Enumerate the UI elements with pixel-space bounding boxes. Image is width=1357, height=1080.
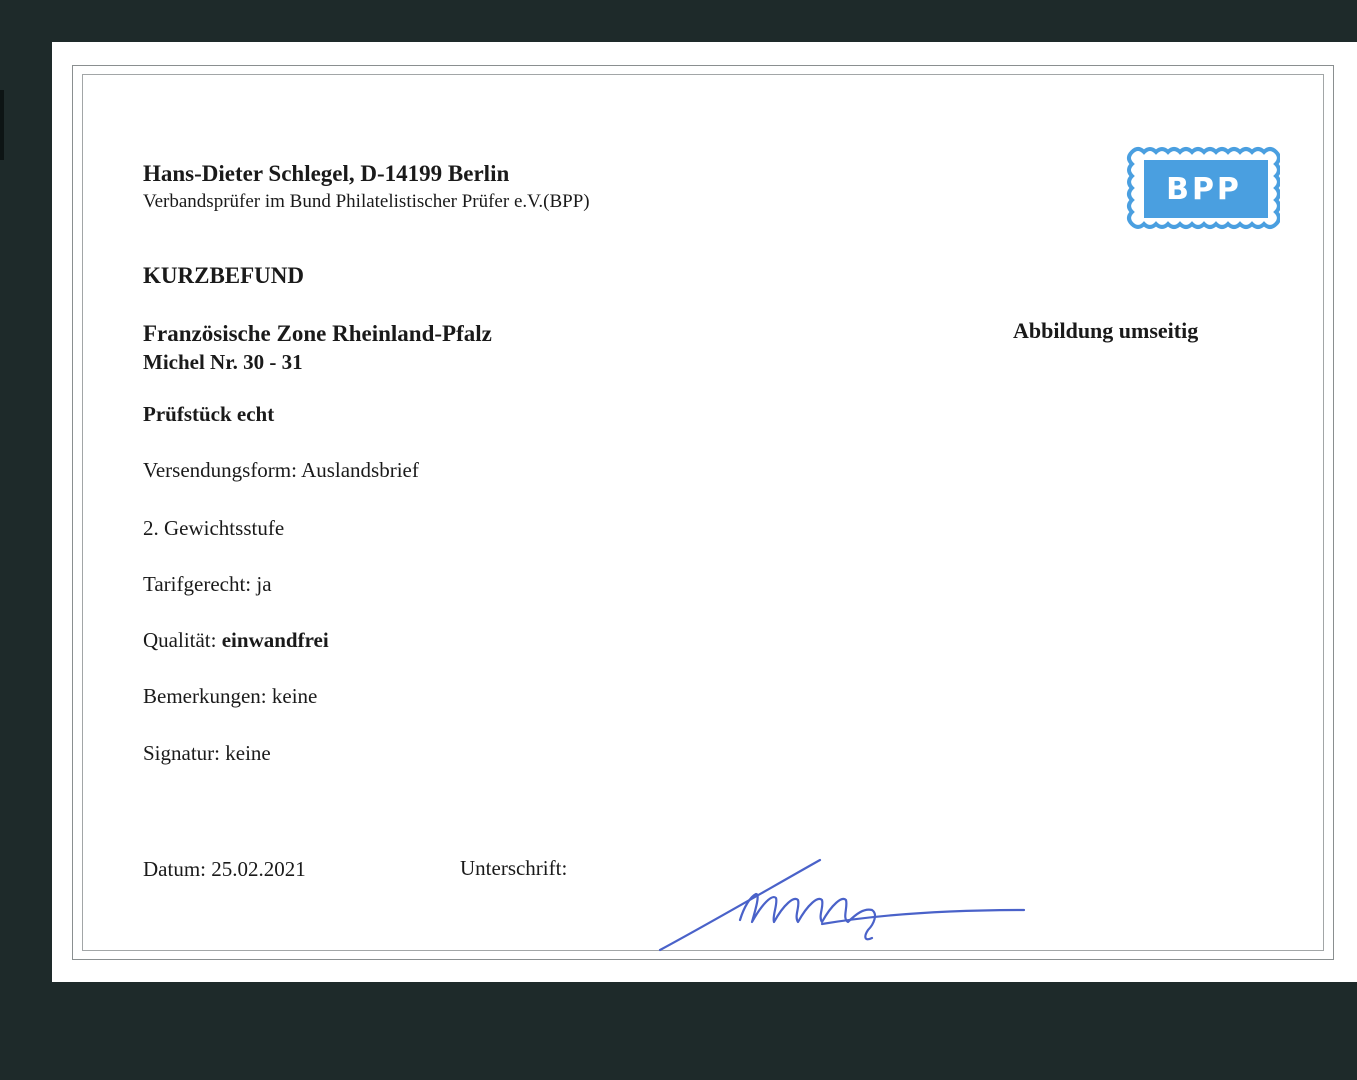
bpp-logo <box>1124 144 1280 233</box>
field-signatur: Signatur: keine <box>143 741 271 765</box>
field-bemerkungen: Bemerkungen: keine <box>143 684 318 708</box>
examiner-name: Hans-Dieter Schlegel, D-14199 Berlin <box>143 161 510 186</box>
catalogue-number: Michel Nr. 30 - 31 <box>143 350 303 374</box>
certificate-card <box>52 42 1357 982</box>
date-field: Datum: 25.02.2021 <box>143 857 306 881</box>
illustration-note: Abbildung umseitig <box>1013 318 1199 343</box>
qualitaet-value: einwandfrei <box>221 628 329 652</box>
document-type: KURZBEFUND <box>143 263 305 288</box>
field-tarifgerecht: Tarifgerecht: ja <box>143 572 272 596</box>
qualitaet-label: Qualität: <box>143 628 217 652</box>
handwritten-signature <box>652 852 1042 957</box>
field-qualitaet <box>143 630 329 651</box>
signature-label: Unterschrift: <box>460 856 568 880</box>
field-versendungsform: Versendungsform: Auslandsbrief <box>143 458 419 482</box>
verdict: Prüfstück echt <box>143 402 275 426</box>
field-gewichtsstufe: 2. Gewichtsstufe <box>143 516 285 540</box>
examiner-affiliation: Verbandsprüfer im Bund Philatelistischer Prüfer e.V.(BPP) <box>143 191 590 212</box>
bpp-logo-text: BPP <box>1166 172 1242 207</box>
subject-area: Französische Zone Rheinland-Pfalz <box>143 321 492 346</box>
scan-edge-mark <box>0 90 4 160</box>
